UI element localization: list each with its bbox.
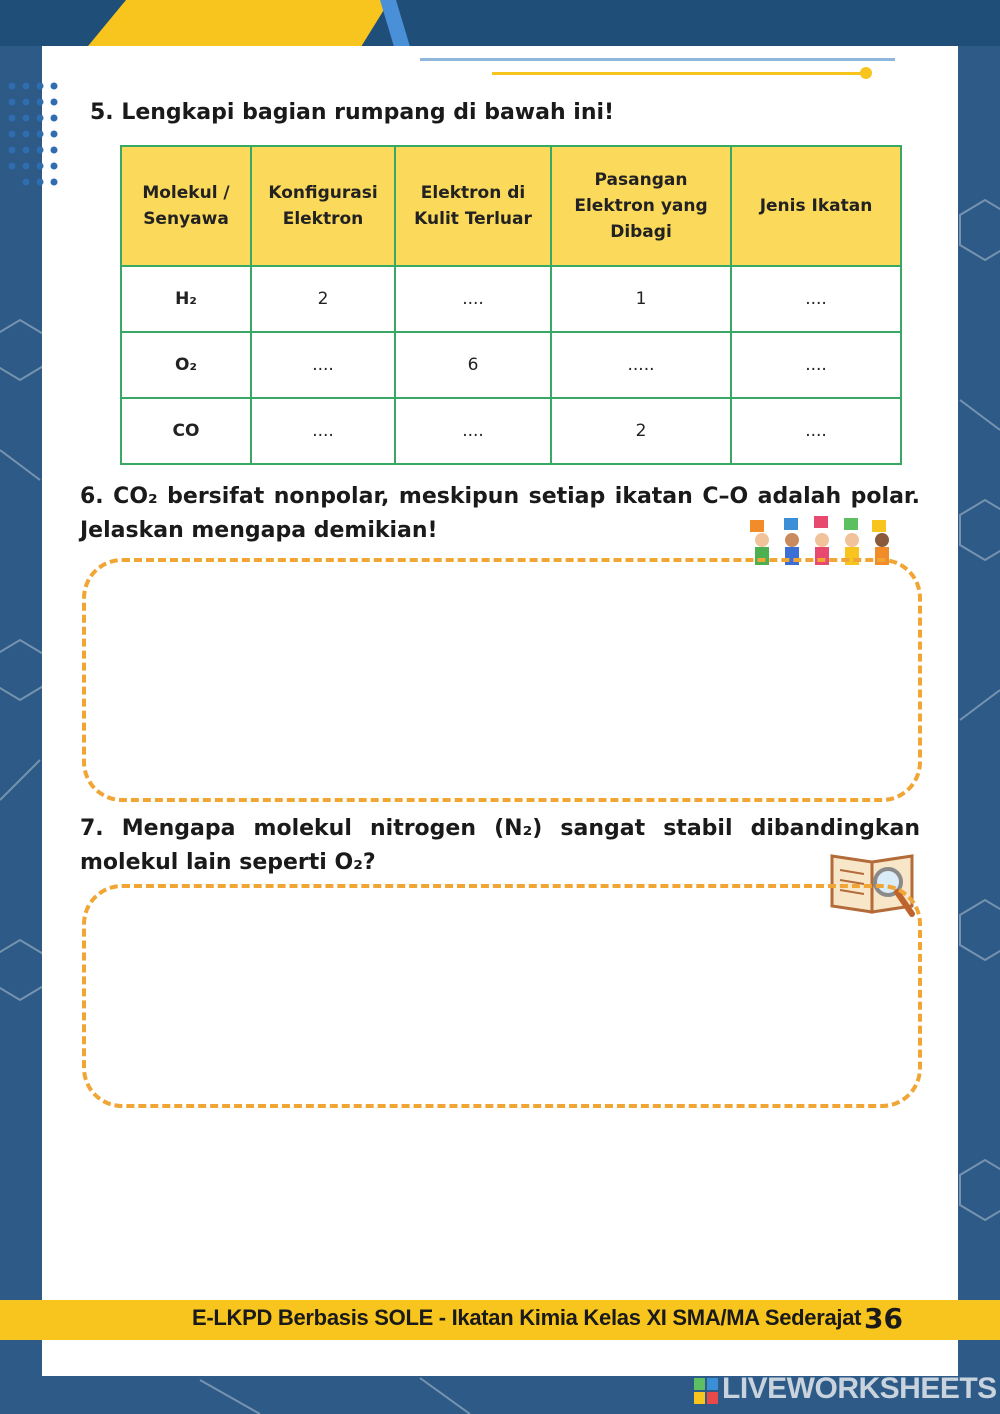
liveworksheets-logo-icon: [694, 1378, 718, 1404]
question-7-text: 7. Mengapa molekul nitrogen (N₂) sangat stabil dibandingkan molekul lain seperti O₂?: [80, 816, 920, 875]
table-cell-blank[interactable]: ....: [731, 332, 901, 398]
liveworksheets-watermark: LIVEWORKSHEETS: [722, 1372, 997, 1405]
table-cell-molecule: H₂: [121, 266, 251, 332]
table-row: [121, 266, 901, 332]
page-number: 36: [864, 1302, 903, 1335]
footer-title: E-LKPD Berbasis SOLE - Ikatan Kimia Kelas XI SMA/MA Sederajat: [192, 1305, 862, 1330]
table-cell-blank[interactable]: ....: [395, 398, 551, 464]
answer-box-question-7[interactable]: [82, 884, 922, 1108]
table-cell-molecule: CO: [121, 398, 251, 464]
question-6-text: 6. CO₂ bersifat nonpolar, meskipun setiap ikatan C–O adalah polar. Jelaskan mengapa demikian!: [80, 484, 920, 543]
table-cell: 1: [551, 266, 731, 332]
table-cell: 2: [551, 398, 731, 464]
table-header-row: [121, 146, 901, 266]
table-cell-molecule: O₂: [121, 332, 251, 398]
bonding-table: [120, 145, 902, 465]
table-cell-blank[interactable]: ....: [251, 398, 395, 464]
table-row: [121, 332, 901, 398]
table-cell: 6: [395, 332, 551, 398]
answer-box-question-6[interactable]: [82, 558, 922, 802]
table-row: [121, 398, 901, 464]
dot-grid-decoration: [6, 78, 58, 198]
table-cell-blank[interactable]: ....: [731, 398, 901, 464]
table-cell-blank[interactable]: .....: [551, 332, 731, 398]
question-5-title: 5. Lengkapi bagian rumpang di bawah ini!: [90, 100, 615, 125]
table-cell-blank[interactable]: ....: [731, 266, 901, 332]
header-line-yellow: [492, 72, 864, 75]
table-cell: 2: [251, 266, 395, 332]
header-shared-pairs: Pasangan Elektron yang Dibagi: [551, 146, 731, 266]
header-molecule: Molekul / Senyawa: [121, 146, 251, 266]
table-cell-blank[interactable]: ....: [251, 332, 395, 398]
table-cell-blank[interactable]: ....: [395, 266, 551, 332]
header-electron-configuration: Konfigurasi Elektron: [251, 146, 395, 266]
header-line-dot: [860, 67, 872, 79]
header-line-blue: [420, 58, 895, 61]
header-bond-type: Jenis Ikatan: [731, 146, 901, 266]
header-valence-electrons: Elektron di Kulit Terluar: [395, 146, 551, 266]
